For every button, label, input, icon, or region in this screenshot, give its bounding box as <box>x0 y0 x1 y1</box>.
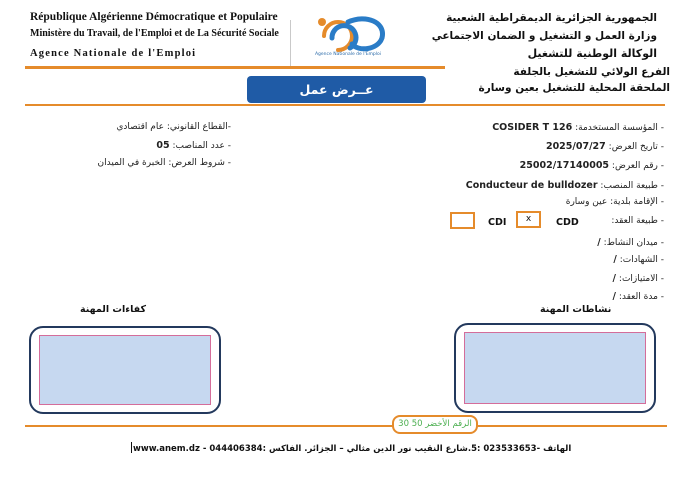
field-certificates-label: - الشهادات: <box>619 255 664 265</box>
field-positions-count <box>156 140 231 151</box>
green-number-badge: الرقم الأخضر 50 30 <box>392 415 478 434</box>
field-certificates <box>613 254 664 265</box>
field-activity <box>597 237 664 248</box>
footer-text: www.anem.dz - 044406384: الهاتف -023533653 :5.شارع النقيب نور الدين مثالي – الجزائر. الفاكس <box>133 444 572 454</box>
field-privileges-value: / <box>612 273 617 284</box>
field-offer-number-value: 25002/17140005 <box>519 160 610 171</box>
logo-caption: Agence Nationale de l'Emploi <box>314 52 382 57</box>
field-conditions-label: - شروط العرض: <box>168 158 231 168</box>
field-privileges <box>613 273 664 284</box>
header-ar-republic: الجمهورية الجزائرية الديمقراطية الشعبية <box>446 12 657 24</box>
field-employer <box>492 122 664 133</box>
text-cursor-icon <box>131 442 132 453</box>
field-residence-value: عين وسارة <box>565 197 608 207</box>
branch-line-1: الفرع الولائي للتشغيل بالجلفة <box>513 66 670 78</box>
title-rule <box>25 104 665 106</box>
field-certificates-value: / <box>613 254 617 265</box>
field-job-nature-label: - طبيعة المنصب: <box>600 181 664 191</box>
field-privileges-label: - الامتيازات: <box>618 274 664 284</box>
field-employer-value: COSIDER T 126 <box>492 122 573 133</box>
field-offer-date-value: 2025/07/27 <box>545 141 606 152</box>
footer-rule <box>25 425 667 427</box>
field-residence-label: - الإقامة بلدية: <box>610 197 664 207</box>
contract-cdi-checkbox[interactable] <box>450 212 475 229</box>
header-fr-ministry: Ministère du Travail, de l'Emploi et de La Sécurité Sociale <box>30 28 279 39</box>
field-positions-count-value: 05 <box>156 140 170 151</box>
field-offer-date <box>546 141 664 152</box>
footer-contact <box>131 442 571 454</box>
field-contract-duration-value: / <box>612 291 616 302</box>
header-fr-republic: République Algérienne Démocratique et Populaire <box>30 11 278 23</box>
header-divider <box>290 20 291 68</box>
skills-box-content <box>39 335 211 405</box>
field-contract-duration <box>613 291 664 302</box>
activities-box <box>454 323 656 413</box>
field-activity-label: - ميدان النشاط: <box>603 238 664 248</box>
field-offer-number-label: - رقم العرض: <box>611 161 664 171</box>
branch-line-2: الملحقة المحلية للتشغيل بعين وسارة <box>478 82 670 94</box>
contract-cdd-checkbox[interactable]: x <box>516 211 541 228</box>
field-offer-date-label: - تاريخ العرض: <box>608 142 664 152</box>
field-conditions <box>98 158 231 168</box>
field-conditions-value: الخبرة في الميدان <box>97 158 166 168</box>
header-fr-agency: Agence Nationale de l'Emploi <box>30 48 197 59</box>
field-offer-number <box>520 160 664 171</box>
field-contract-duration-label: - مدة العقد: <box>618 292 664 302</box>
field-contract-nature <box>611 216 664 226</box>
activities-box-content <box>464 332 646 404</box>
header-ar-ministry: وزارة العمل و التشغيل و الضمان الاجتماعي <box>431 30 657 42</box>
field-activity-value: / <box>597 237 601 248</box>
field-positions-count-label: - عدد المناصب: <box>172 141 231 151</box>
skills-title: كفاءات المهنة <box>80 304 146 315</box>
contract-cdi-label: CDI <box>488 217 507 228</box>
field-job-nature <box>466 180 664 191</box>
field-residence <box>566 197 664 207</box>
header-rule <box>25 66 445 69</box>
page-title: عــرض عمل <box>247 76 426 103</box>
activities-title: نشاطات المهنة <box>540 304 612 315</box>
field-contract-nature-label: - طبيعة العقد: <box>611 216 664 226</box>
contract-cdd-label: CDD <box>556 217 579 228</box>
field-job-nature-value: Conducteur de bulldozer <box>465 180 598 191</box>
header-ar-agency: الوكالة الوطنية للتشغيل <box>527 47 657 60</box>
field-legal-sector-label: -القطاع القانوني: <box>166 122 231 132</box>
skills-box <box>29 326 221 414</box>
field-employer-label: - المؤسسة المستخدمة: <box>575 123 664 133</box>
field-legal-sector-value: عام اقتصادي <box>116 122 164 132</box>
field-legal-sector <box>116 122 231 132</box>
